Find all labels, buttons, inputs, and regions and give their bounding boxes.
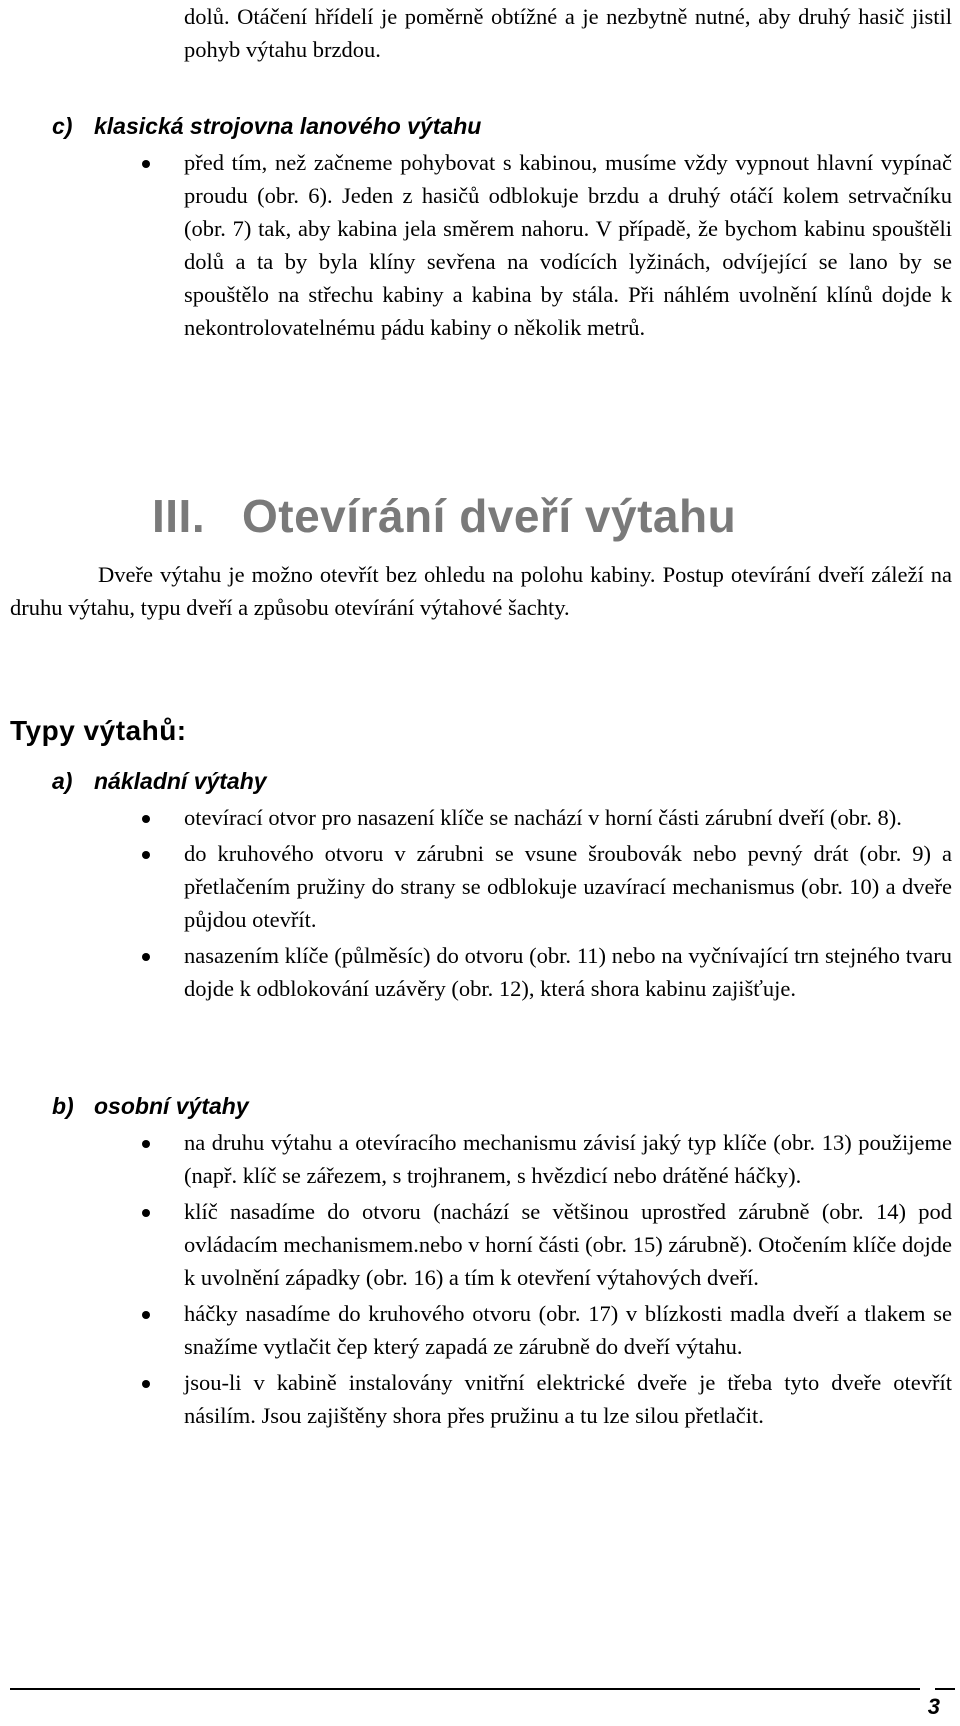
bullet-icon (142, 1209, 150, 1217)
list-item (142, 939, 952, 1005)
bullet-text: háčky nasadíme do kruhového otvoru (obr. 17) v blízkosti madla dveří a tlakem se snažíme vytlačit čep který zapadá ze zárubně do dveří výtahu. (184, 1301, 952, 1359)
list-item (142, 1366, 952, 1432)
bullet-icon (142, 851, 150, 859)
bullet-text: před tím, než začneme pohybovat s kabinou, musíme vždy vypnout hlavní vypínač proudu (obr. 6). Jeden z hasičů odblokuje brzdu a druhý otáčí kolem setrvačníku (obr. 7) tak, aby kabina jela směrem nahoru. V případě, že bychom kabinu spouštěli dolů a ta by byla klíny sevřena na vodících lyžinách, odvíjející se lano by se spouštělo na střechu kabiny a kabina by stála. Při náhlém uvolnění klínů dojde k nekontrolovatelnému pádu kabiny o několik metrů. (184, 150, 952, 340)
list-item (142, 1126, 952, 1192)
bullet-icon (142, 953, 150, 961)
bullet-icon (142, 1311, 150, 1319)
bullet-icon (142, 815, 150, 823)
bullet-text: klíč nasadíme do otvoru (nachází se většinou uprostřed zárubně (obr. 14) pod ovládacím mechanismem.nebo v horní části (obr. 15) zárubně). Otočením klíče dojde k uvolnění západky (obr. 16) a tím k otevření výtahových dveří. (184, 1199, 952, 1290)
chapter-title: Otevírání dveří výtahu (242, 490, 737, 542)
list-item (142, 146, 952, 344)
footer-rule-short (935, 1688, 955, 1690)
section-c-bullets (142, 146, 952, 344)
bullet-icon (142, 160, 150, 168)
section-b-bullets (142, 1126, 952, 1432)
bullet-text: na druhu výtahu a otevíracího mechanismu závisí jaký typ klíče (obr. 13) použijeme (např. klíč se zářezem, s trojhranem, s hvězdicí nebo drátěné háčky). (184, 1130, 952, 1188)
list-item (142, 1195, 952, 1294)
bullet-text: do kruhového otvoru v zárubni se vsune šroubovák nebo pevný drát (obr. 9) a přetlačením pružiny do strany se odblokuje uzavírací mechanismus (obr. 10) a dveře půjdou otevřít. (184, 841, 952, 932)
footer-rule (10, 1688, 920, 1690)
list-item (142, 1297, 952, 1363)
section-b-heading (52, 1090, 249, 1123)
section-a-letter: a) (52, 768, 73, 794)
chapter-heading (152, 486, 736, 546)
section-a-bullets (142, 801, 952, 1005)
section-b-title: osobní výtahy (94, 1093, 249, 1119)
bullet-text: otevírací otvor pro nasazení klíče se nachází v horní části zárubní dveří (obr. 8). (184, 805, 902, 830)
section-a-heading (52, 765, 267, 798)
chapter-intro: Dveře výtahu je možno otevřít bez ohledu na polohu kabiny. Postup otevírání dveří záleží na druhu výtahu, typu dveří a způsobu otevírání výtahové šachty. (10, 562, 952, 620)
bullet-icon (142, 1140, 150, 1148)
list-item (142, 801, 952, 834)
section-b-letter: b) (52, 1093, 74, 1119)
section-c-heading (52, 110, 481, 143)
page-number: 3 (927, 1694, 940, 1719)
intro-continuation: dolů. Otáčení hřídelí je poměrně obtížné a je nezbytně nutné, aby druhý hasič jistil pohyb výtahu brzdou. (184, 4, 952, 62)
bullet-text: nasazením klíče (půlměsíc) do otvoru (obr. 11) nebo na vyčnívající trn stejného tvaru dojde k odblokování uzávěry (obr. 12), která shora kabinu zajišťuje. (184, 943, 952, 1001)
section-c-title: klasická strojovna lanového výtahu (94, 113, 482, 139)
bullet-icon (142, 1380, 150, 1388)
types-heading: Typy výtahů: (10, 715, 187, 746)
bullet-text: jsou-li v kabině instalovány vnitřní elektrické dveře je třeba tyto dveře otevřít násilím. Jsou zajištěny shora přes pružinu a tu lze silou přetlačit. (184, 1370, 952, 1428)
chapter-number: III. (152, 490, 206, 542)
section-c-letter: c) (52, 113, 73, 139)
list-item (142, 837, 952, 936)
section-a-title: nákladní výtahy (94, 768, 267, 794)
